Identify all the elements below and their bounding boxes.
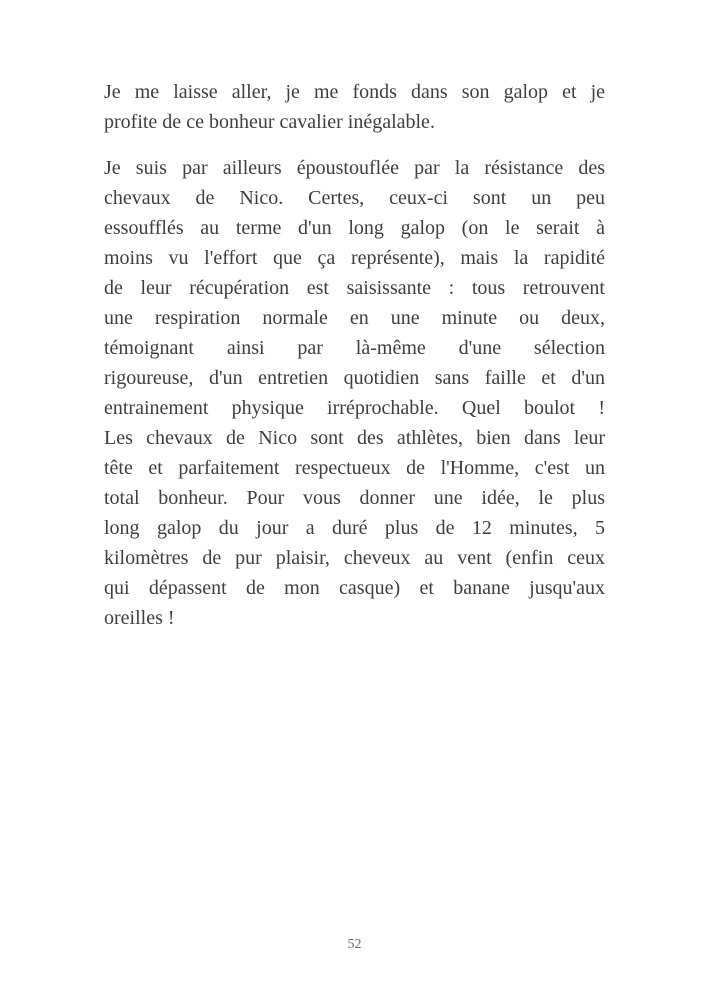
- text-line: essoufflés au terme d'un long galop (on le serait à: [104, 217, 605, 239]
- paragraph: [104, 77, 605, 137]
- text-line: de leur récupération est saisissante : tous retrouvent: [104, 277, 605, 299]
- text-line: tête et parfaitement respectueux de l'Homme, c'est un: [104, 457, 605, 479]
- text-line: long galop du jour a duré plus de 12 minutes, 5: [104, 517, 605, 539]
- text-line: Les chevaux de Nico sont des athlètes, bien dans leur: [104, 427, 605, 449]
- text-line: entrainement physique irréprochable. Quel boulot !: [104, 397, 605, 419]
- text-line: oreilles !: [104, 607, 175, 629]
- text-line: une respiration normale en une minute ou deux,: [104, 307, 605, 329]
- text-line: profite de ce bonheur cavalier inégalable.: [104, 111, 435, 133]
- paragraph: [104, 153, 605, 633]
- text-block: [104, 77, 605, 633]
- text-line: Je me laisse aller, je me fonds dans son galop et je: [104, 81, 605, 103]
- text-line: moins vu l'effort que ça représente), mais la rapidité: [104, 247, 605, 269]
- text-line: rigoureuse, d'un entretien quotidien sans faille et d'un: [104, 367, 605, 389]
- page-number: 52: [347, 937, 362, 952]
- text-line: total bonheur. Pour vous donner une idée, le plus: [104, 487, 605, 509]
- text-line: témoignant ainsi par là-même d'une sélection: [104, 337, 605, 359]
- text-line: kilomètres de pur plaisir, cheveux au vent (enfin ceux: [104, 547, 605, 569]
- text-line: Je suis par ailleurs époustouflée par la résistance des: [104, 157, 605, 179]
- text-line: qui dépassent de mon casque) et banane jusqu'aux: [104, 577, 605, 599]
- text-line: chevaux de Nico. Certes, ceux-ci sont un peu: [104, 187, 605, 209]
